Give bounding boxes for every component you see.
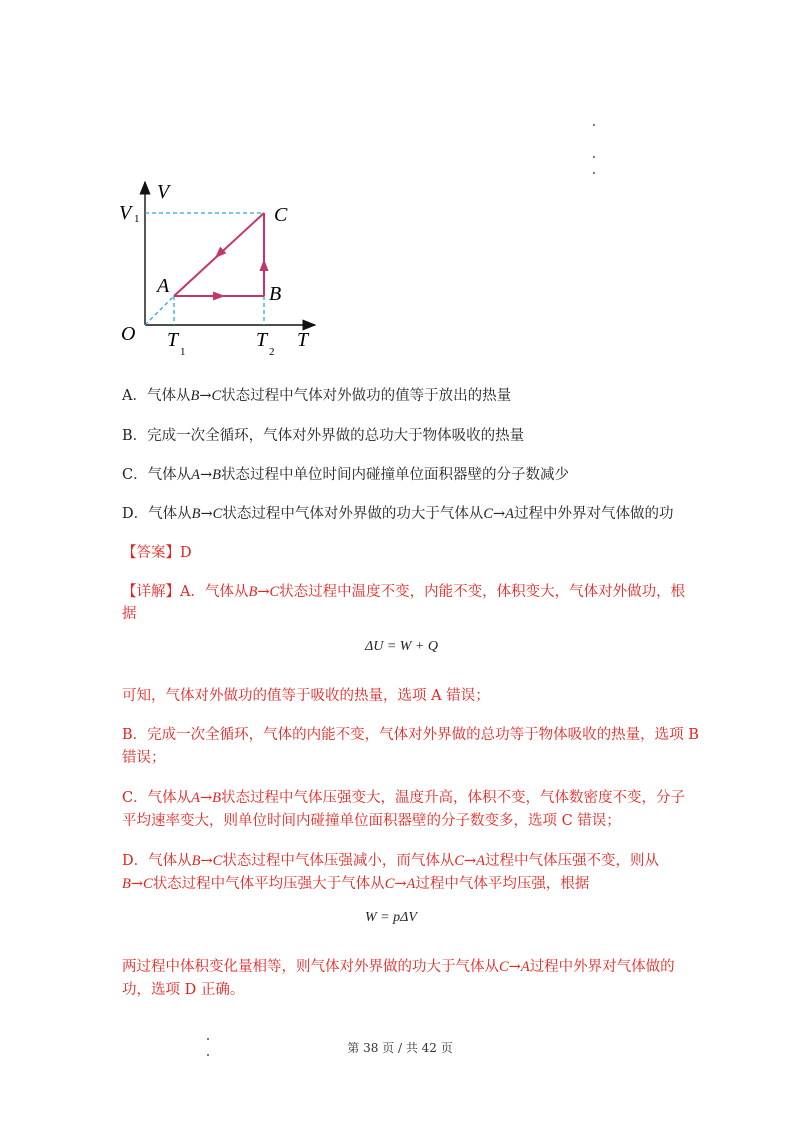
label-t2-sub: 2 xyxy=(269,346,275,358)
vt-cycle-diagram xyxy=(112,172,332,362)
label-t2: T xyxy=(256,329,268,351)
explanation-c-line2: 平均速率变大，则单位时间内碰撞单位面积器壁的分子数变多，选项 C 错误； xyxy=(122,813,621,829)
scan-dot xyxy=(593,124,595,126)
label-t1: T xyxy=(167,329,179,351)
scan-dot xyxy=(593,172,595,174)
arrow-b-to-c xyxy=(260,259,269,271)
option-c: C．气体从A→B状态过程中单位时间内碰撞单位面积器壁的分子数减少 xyxy=(122,467,569,483)
explanation-label: 【详解】 xyxy=(122,584,180,600)
scan-dot xyxy=(593,156,595,158)
label-point-b: B xyxy=(269,283,282,305)
arrow-a-to-b xyxy=(213,292,225,301)
explanation-d-line1: D．气体从B→C状态过程中气体压强减小，而气体从C→A过程中气体压强不变，则从 xyxy=(122,853,660,869)
explanation-b-line2: 错误； xyxy=(122,750,166,766)
explanation-d-line3: 两过程中体积变化量相等，则气体对外界做的功大于气体从C→A过程中外界对气体做的 xyxy=(122,959,675,975)
formula-work: W = pΔV xyxy=(365,910,417,925)
label-point-a: A xyxy=(157,275,170,297)
explanation-a-line1: 【详解】A．气体从B→C状态过程中温度不变，内能不变，体积变大，气体对外做功，根 xyxy=(122,584,686,600)
answer-line xyxy=(122,543,192,563)
label-v1-sub: 1 xyxy=(134,213,140,225)
explanation-b-line1: B．完成一次全循环，气体的内能不变，气体对外界做的总功等于物体吸收的热量，选项 B xyxy=(122,727,699,743)
option-d: D．气体从B→C状态过程中气体对外界做的功大于气体从C→A过程中外界对气体做的功 xyxy=(122,506,674,522)
origin-guide xyxy=(145,296,174,325)
explanation-c-line1: C．气体从A→B状态过程中气体压强变大，温度升高，体积不变，气体数密度不变，分子 xyxy=(122,790,685,806)
label-origin: O xyxy=(121,323,136,345)
label-v1: V xyxy=(119,202,132,224)
page-number-footer: 第 38 页 / 共 42 页 xyxy=(347,1041,453,1055)
answer-value: D xyxy=(180,545,192,561)
explanation-d-line2: B→C状态过程中气体平均压强大于气体从C→A过程中气体平均压强，根据 xyxy=(122,876,590,892)
label-v-axis: V xyxy=(157,181,170,203)
explanation-d-line4: 功，选项 D 正确。 xyxy=(122,982,245,998)
explanation-a-line3: 可知，气体对外做功的值等于吸收的热量，选项 A 错误； xyxy=(122,688,490,704)
explanation-a-line2: 据 xyxy=(122,606,137,622)
formula-first-law: ΔU = W + Q xyxy=(365,639,438,654)
label-t-axis: T xyxy=(297,329,309,351)
label-point-c: C xyxy=(274,204,288,226)
answer-label: 【答案】 xyxy=(122,545,180,561)
label-t1-sub: 1 xyxy=(180,346,186,358)
option-a: A．气体从B→C状态过程中气体对外做功的值等于放出的热量 xyxy=(122,388,512,404)
option-b: B．完成一次全循环，气体对外界做的总功大于物体吸收的热量 xyxy=(122,428,525,444)
